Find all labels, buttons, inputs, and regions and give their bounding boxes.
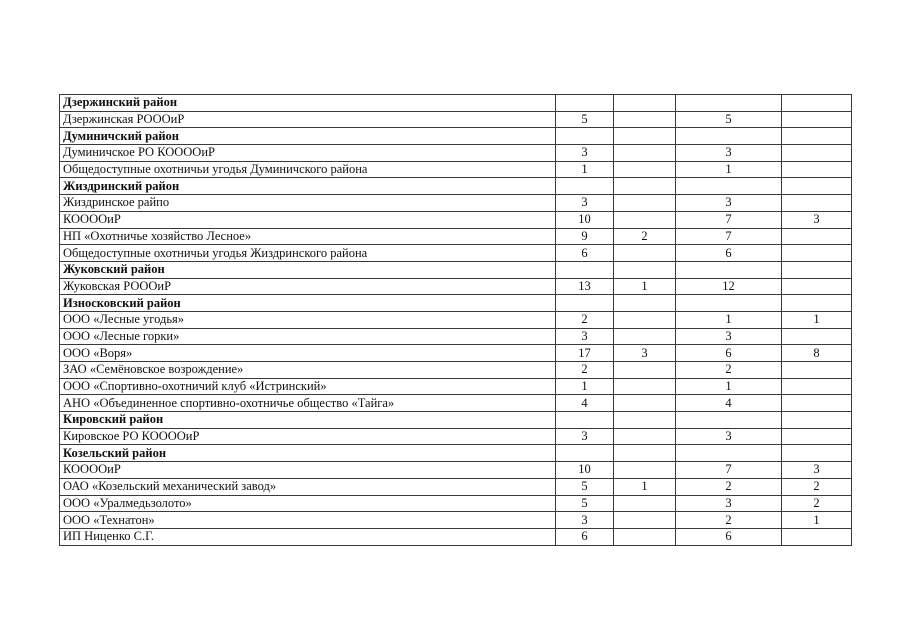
cell-col4 (782, 95, 852, 112)
cell-col1: 9 (556, 228, 614, 245)
cell-col4 (782, 278, 852, 295)
district-header-row (60, 412, 852, 429)
row-name: Кировское РО КООООиР (60, 428, 556, 445)
row-name: Общедоступные охотничьи угодья Думиничского района (60, 161, 556, 178)
cell-col3: 7 (676, 228, 782, 245)
cell-col3 (676, 261, 782, 278)
table-row (60, 428, 852, 445)
table-row (60, 228, 852, 245)
cell-col1: 1 (556, 161, 614, 178)
cell-col1: 13 (556, 278, 614, 295)
table-row (60, 362, 852, 379)
cell-col4 (782, 395, 852, 412)
district-header-row (60, 261, 852, 278)
row-name: Думиничский район (60, 128, 556, 145)
row-name: КООООиР (60, 462, 556, 479)
cell-col1: 17 (556, 345, 614, 362)
cell-col4 (782, 245, 852, 262)
cell-col2 (614, 495, 676, 512)
table-row (60, 378, 852, 395)
cell-col3 (676, 445, 782, 462)
row-name: ООО «Воря» (60, 345, 556, 362)
cell-col1 (556, 178, 614, 195)
cell-col2 (614, 195, 676, 212)
row-name: ООО «Лесные горки» (60, 328, 556, 345)
row-name: КООООиР (60, 211, 556, 228)
table-row (60, 278, 852, 295)
row-name: Жиздринский район (60, 178, 556, 195)
cell-col4: 3 (782, 462, 852, 479)
cell-col2: 2 (614, 228, 676, 245)
cell-col1: 2 (556, 362, 614, 379)
table-row (60, 111, 852, 128)
cell-col1: 3 (556, 328, 614, 345)
cell-col2 (614, 111, 676, 128)
cell-col2 (614, 295, 676, 312)
district-header-row (60, 95, 852, 112)
cell-col3: 6 (676, 245, 782, 262)
cell-col2 (614, 528, 676, 545)
cell-col1: 3 (556, 145, 614, 162)
cell-col2: 1 (614, 278, 676, 295)
cell-col2 (614, 211, 676, 228)
row-name: НП «Охотничье хозяйство Лесное» (60, 228, 556, 245)
cell-col3 (676, 295, 782, 312)
table-row (60, 462, 852, 479)
row-name: Износковский район (60, 295, 556, 312)
cell-col3: 7 (676, 211, 782, 228)
cell-col1: 2 (556, 311, 614, 328)
row-name: Козельский район (60, 445, 556, 462)
table-row (60, 395, 852, 412)
cell-col2 (614, 428, 676, 445)
cell-col1 (556, 261, 614, 278)
district-hunting-table (59, 94, 852, 546)
cell-col2 (614, 128, 676, 145)
table-row (60, 478, 852, 495)
cell-col1 (556, 295, 614, 312)
cell-col4 (782, 412, 852, 429)
cell-col1 (556, 445, 614, 462)
cell-col4 (782, 295, 852, 312)
table-row (60, 195, 852, 212)
row-name: Дзержинская РОООиР (60, 111, 556, 128)
cell-col3: 1 (676, 378, 782, 395)
cell-col1: 10 (556, 462, 614, 479)
cell-col4 (782, 145, 852, 162)
cell-col4 (782, 261, 852, 278)
row-name: ЗАО «Семёновское возрождение» (60, 362, 556, 379)
cell-col3: 12 (676, 278, 782, 295)
district-header-row (60, 295, 852, 312)
cell-col1: 3 (556, 428, 614, 445)
cell-col4 (782, 362, 852, 379)
cell-col4 (782, 178, 852, 195)
cell-col4 (782, 161, 852, 178)
cell-col4 (782, 445, 852, 462)
cell-col4: 1 (782, 311, 852, 328)
cell-col3: 6 (676, 528, 782, 545)
table-row (60, 345, 852, 362)
row-name: ООО «Технатон» (60, 512, 556, 529)
cell-col2 (614, 445, 676, 462)
row-name: Жиздринское райпо (60, 195, 556, 212)
district-header-row (60, 445, 852, 462)
table-row (60, 161, 852, 178)
cell-col4 (782, 328, 852, 345)
table-row (60, 495, 852, 512)
cell-col1 (556, 128, 614, 145)
table-row (60, 512, 852, 529)
cell-col1: 3 (556, 512, 614, 529)
table-row (60, 245, 852, 262)
cell-col4: 8 (782, 345, 852, 362)
cell-col1: 10 (556, 211, 614, 228)
cell-col3: 2 (676, 362, 782, 379)
cell-col4: 2 (782, 495, 852, 512)
cell-col3 (676, 412, 782, 429)
cell-col2 (614, 378, 676, 395)
cell-col2 (614, 512, 676, 529)
cell-col3: 1 (676, 311, 782, 328)
cell-col3: 2 (676, 512, 782, 529)
cell-col4 (782, 111, 852, 128)
cell-col1: 6 (556, 528, 614, 545)
cell-col2 (614, 145, 676, 162)
cell-col4: 3 (782, 211, 852, 228)
row-name: Думиничское РО КООООиР (60, 145, 556, 162)
row-name: Кировский район (60, 412, 556, 429)
cell-col1 (556, 412, 614, 429)
table-row (60, 145, 852, 162)
cell-col3: 1 (676, 161, 782, 178)
cell-col3 (676, 128, 782, 145)
row-name: Жуковская РОООиР (60, 278, 556, 295)
cell-col4 (782, 195, 852, 212)
cell-col4 (782, 528, 852, 545)
cell-col2 (614, 95, 676, 112)
row-name: Жуковский район (60, 261, 556, 278)
cell-col2: 3 (614, 345, 676, 362)
cell-col2 (614, 161, 676, 178)
cell-col4 (782, 378, 852, 395)
cell-col2: 1 (614, 478, 676, 495)
district-header-row (60, 178, 852, 195)
cell-col3 (676, 178, 782, 195)
table-row (60, 311, 852, 328)
cell-col2 (614, 311, 676, 328)
cell-col1: 6 (556, 245, 614, 262)
cell-col4 (782, 428, 852, 445)
row-name: Дзержинский район (60, 95, 556, 112)
district-header-row (60, 128, 852, 145)
cell-col1: 5 (556, 111, 614, 128)
row-name: Общедоступные охотничьи угодья Жиздринского района (60, 245, 556, 262)
cell-col1: 3 (556, 195, 614, 212)
cell-col3: 5 (676, 111, 782, 128)
cell-col4: 2 (782, 478, 852, 495)
cell-col3: 6 (676, 345, 782, 362)
row-name: АНО «Объединенное спортивно-охотничье общество «Тайга» (60, 395, 556, 412)
table-row (60, 528, 852, 545)
cell-col3: 3 (676, 495, 782, 512)
table-row (60, 211, 852, 228)
cell-col4: 1 (782, 512, 852, 529)
cell-col3: 3 (676, 145, 782, 162)
row-name: ООО «Лесные угодья» (60, 311, 556, 328)
cell-col4 (782, 128, 852, 145)
cell-col2 (614, 362, 676, 379)
cell-col2 (614, 245, 676, 262)
cell-col2 (614, 178, 676, 195)
cell-col2 (614, 412, 676, 429)
cell-col1: 5 (556, 495, 614, 512)
cell-col4 (782, 228, 852, 245)
row-name: ООО «Уралмедьзолото» (60, 495, 556, 512)
table-body (60, 95, 852, 546)
cell-col2 (614, 395, 676, 412)
cell-col1 (556, 95, 614, 112)
cell-col2 (614, 261, 676, 278)
table-row (60, 328, 852, 345)
cell-col2 (614, 462, 676, 479)
cell-col1: 4 (556, 395, 614, 412)
cell-col3: 4 (676, 395, 782, 412)
cell-col3 (676, 95, 782, 112)
cell-col1: 5 (556, 478, 614, 495)
cell-col3: 3 (676, 428, 782, 445)
cell-col3: 2 (676, 478, 782, 495)
cell-col3: 7 (676, 462, 782, 479)
row-name: ООО «Спортивно-охотничий клуб «Истринский» (60, 378, 556, 395)
cell-col2 (614, 328, 676, 345)
cell-col3: 3 (676, 328, 782, 345)
cell-col3: 3 (676, 195, 782, 212)
cell-col1: 1 (556, 378, 614, 395)
row-name: ОАО «Козельский механический завод» (60, 478, 556, 495)
row-name: ИП Ниценко С.Г. (60, 528, 556, 545)
